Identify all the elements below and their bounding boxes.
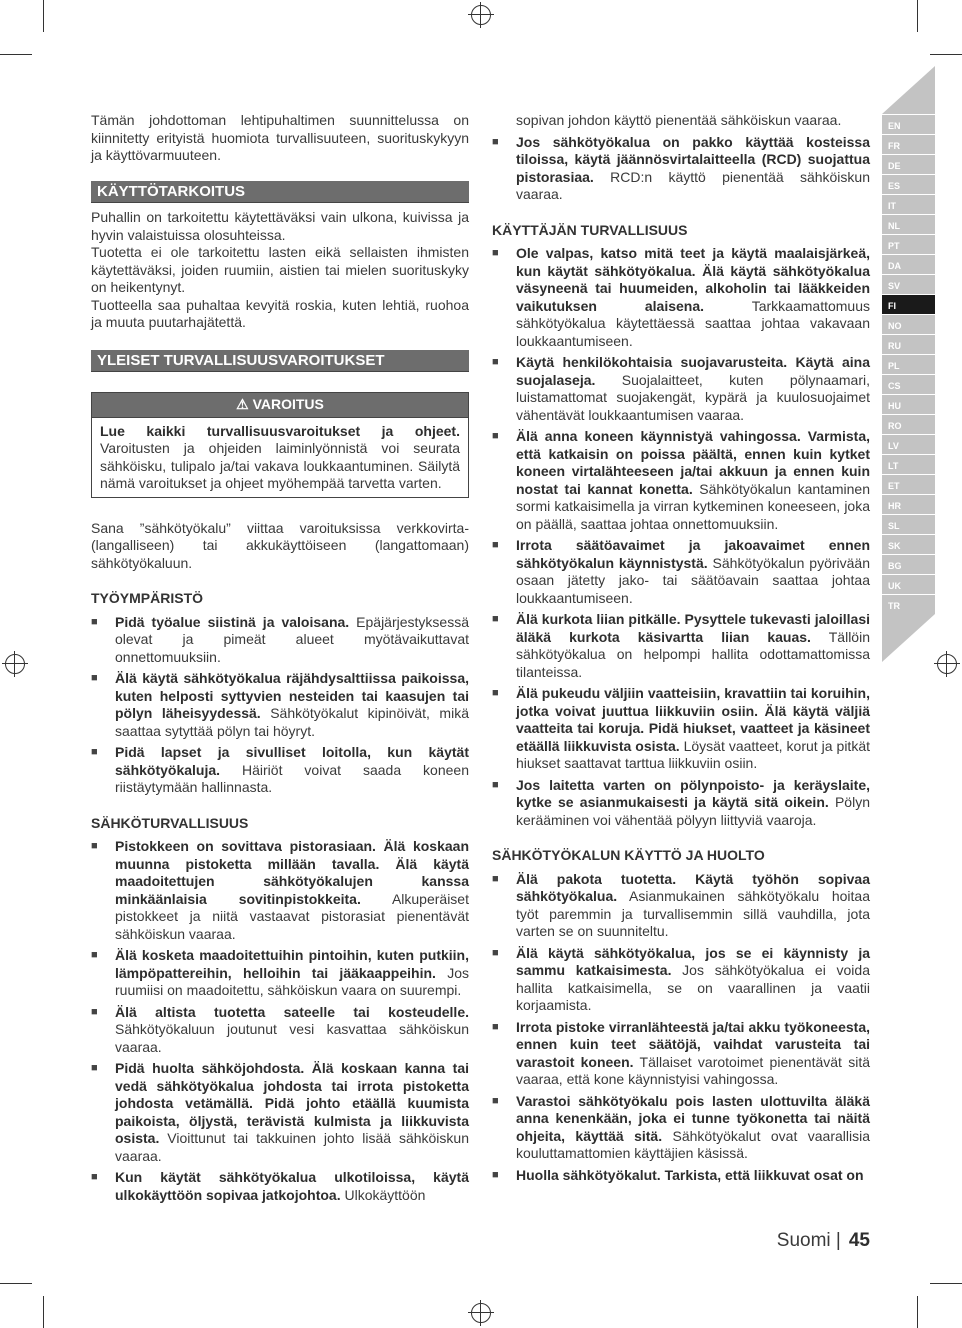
- page-footer: [777, 1232, 870, 1250]
- bullet-icon: ■: [91, 1062, 98, 1074]
- work-area-list: [91, 614, 469, 797]
- language-tab-lv[interactable]: LV: [882, 434, 935, 454]
- list-item: [492, 1093, 870, 1163]
- footer-language: Suomi |: [776, 1230, 841, 1251]
- item-text: Suojalaitteet, kuten pölynaamari, luistamattomat suojakengät, kypärä ja kuulosuojaimet vähentävät loukkaantumisen vaaraa.: [516, 371, 870, 423]
- warning-triangle-icon: ⚠: [236, 396, 249, 412]
- list-item: [492, 134, 870, 204]
- item-bold: Älä pukeudu väljiin vaatteisiin, kravattiin tai koruihin, jotka voivat juuttua liikkuviin osiin. Älä käytä väljiä vaatteita tai koruja. Pidä hiukset, vaatteet ja käsineet etäällä liikkuvista osista.: [516, 685, 870, 754]
- crop-mark: [0, 54, 32, 55]
- registration-mark-icon: [5, 654, 25, 674]
- item-text: Häiriöt voivat saada koneen riistäytymään hallinnasta.: [115, 761, 469, 795]
- bullet-icon: ■: [492, 1094, 499, 1107]
- item-bold: Jos sähkötyökalua on pakko käyttää kosteissa tiloissa, käytä jäännösvirtalaitteella (RCD) suojattua pistorasiaa.: [516, 133, 870, 185]
- language-tab-no[interactable]: NO: [882, 314, 935, 334]
- subheading-personal-safety: KÄYTTÄJÄN TURVALLISUUS: [492, 221, 688, 238]
- language-tab-sl[interactable]: SL: [882, 514, 935, 534]
- language-tab-en[interactable]: EN: [882, 114, 935, 134]
- list-item: [91, 744, 469, 797]
- bullet-icon: ■: [492, 539, 499, 551]
- item-text: RCD:n käyttö pienentää sähköiskun vaaraa.: [516, 168, 870, 202]
- purpose-text: Tuotetta ei ole tarkoitettu lasten eikä sellaisten ihmisten käytettäväksi, joiden ruumiin, aistien tai mielen suorituskyky on heikentynyt.: [91, 244, 469, 295]
- term-definition: Sana ”sähkötyökalu” viittaa varoituksissa verkkovirta- (langalliseen) tai akkukäyttöiseen (langattomaan) sähkötyökaluun.: [91, 519, 469, 571]
- item-bold: Pidä huolta sähköjohdosta. Älä koskaan kanna tai vedä sähkötyökalua johdosta tai irrota pistoketta johdosta vetämällä. Pidä johto etäällä kuumista paikoista, öljystä, terävistä kulmista ja liikkuvista osista.: [115, 1060, 469, 1146]
- bullet-icon: ■: [492, 946, 499, 959]
- registration-mark-icon: [471, 1303, 491, 1323]
- continued-text: sopivan johdon käyttö pienentää sähköiskun vaaraa.: [516, 112, 842, 128]
- crop-mark: [930, 1283, 962, 1284]
- language-tab-et[interactable]: ET: [882, 474, 935, 494]
- list-item: [91, 1060, 469, 1165]
- electrical-safety-list: [91, 838, 469, 1204]
- list-item: [91, 1004, 469, 1057]
- warning-header: [92, 393, 468, 418]
- bullet-icon: ■: [91, 840, 98, 852]
- left-column: [91, 112, 469, 1208]
- item-bold: Älä käytä sähkötyökalua, jos se ei käynnisty ja sammu katkaisimesta.: [516, 944, 870, 978]
- warning-box: [91, 392, 469, 498]
- language-tab-cs[interactable]: CS: [882, 374, 935, 394]
- warning-text: Varoitusten ja ohjeiden laiminlyönnistä voi seurata sähköisku, tulipalo ja/tai vakava loukkaantuminen. Säilytä nämä varoitukset ja ohjeet myöhempää tarvetta varten.: [100, 440, 460, 491]
- right-column: [492, 112, 870, 1188]
- warning-title: VAROITUS: [252, 396, 324, 412]
- language-tab-nl[interactable]: NL: [882, 214, 935, 234]
- list-item: [91, 614, 469, 667]
- list-item: [492, 537, 870, 607]
- section-heading-purpose: KÄYTTÖTARKOITUS: [91, 181, 469, 204]
- item-text: Vioittunut tai takkuinen johto lisää sähköiskun vaaraa.: [115, 1130, 469, 1164]
- language-tab-tr[interactable]: TR: [882, 594, 935, 614]
- list-item: [492, 1167, 870, 1185]
- item-text: Pölyn kerääminen voi vähentää pölyyn liittyviä vaaroja.: [516, 794, 870, 828]
- language-tab-fi[interactable]: FI: [882, 294, 935, 314]
- item-text: Sähkötyökalun pyörivään osaan jätetty jako- tai säätöavain saattaa johtaa loukkaantumiseen.: [516, 554, 870, 606]
- list-item: [492, 945, 870, 1015]
- tool-use-list: [492, 871, 870, 1185]
- item-bold: Älä pakota tuotetta. Käytä työhön sopivaa sähkötyökalua.: [516, 870, 870, 904]
- section-heading-general-safety: YLEISET TURVALLISUUSVAROITUKSET: [91, 350, 469, 373]
- crop-mark: [43, 0, 44, 32]
- electrical-safety-list-cont: [492, 134, 870, 204]
- item-text: Alkuperäiset pistokkeet ja niitä vastaavat pistorasiat pienentävät sähköiskun vaaraa.: [115, 890, 469, 942]
- language-tab-da[interactable]: DA: [882, 254, 935, 274]
- list-item: [492, 245, 870, 350]
- language-tab-de[interactable]: DE: [882, 154, 935, 174]
- subheading-electrical-safety: SÄHKÖTURVALLISUUS: [91, 814, 249, 831]
- item-text: Jos ruumiisi on maadoitettu, sähköiskun vaara on suurempi.: [115, 964, 469, 998]
- list-item: [91, 947, 469, 1000]
- personal-safety-list: [492, 245, 870, 829]
- item-text: Ulkokäyttöön: [340, 1186, 426, 1203]
- language-tab-sk[interactable]: SK: [882, 534, 935, 554]
- item-bold: Älä anna koneen käynnistyä vahingossa. Varmista, että katkaisin on poissa päältä, ennen kuin kytket koneen virtalähteeseen ja/tai akkuun ja ennen kuin nostat tai kannat konetta.: [516, 428, 870, 497]
- subheading-work-area: TYÖYMPÄRISTÖ: [91, 590, 204, 606]
- item-bold: Pistokkeen on sovittava pistorasiaan. Älä koskaan muunna pistoketta millään tavalla. Älä käytä maadoitettujen sähkötyökalujen kanssa minkäänlaisia sovitinpistokkeita.: [115, 838, 469, 907]
- language-tab-hu[interactable]: HU: [882, 394, 935, 414]
- bullet-icon: ■: [91, 615, 98, 628]
- purpose-text: Puhallin on tarkoitettu käytettäväksi vain ulkona, kuivissa ja hyvin valaistuissa olosuhteissa.: [91, 209, 469, 243]
- crop-mark: [930, 54, 962, 55]
- list-item: [492, 871, 870, 941]
- bullet-icon: ■: [91, 1171, 98, 1183]
- bullet-icon: ■: [492, 1020, 499, 1033]
- item-bold: Pidä lapset ja sivulliset loitolla, kun käytät sähkötyökaluja.: [115, 744, 469, 778]
- list-item: [91, 838, 469, 943]
- language-tab-pt[interactable]: PT: [882, 234, 935, 254]
- crop-mark: [43, 1296, 44, 1328]
- item-bold: Jos laitetta varten on pölynpoisto- ja keräyslaite, kytke se asianmukaisesti ja käytä sitä oikein.: [516, 776, 870, 810]
- bullet-icon: ■: [492, 1168, 499, 1181]
- intro-text: Tämän johdottoman lehtipuhaltimen suunnittelussa on kiinnitetty erityistä huomiota turvallisuuteen, suorituskykyyn ja käyttövarmuuteen.: [91, 112, 469, 163]
- item-bold: Kun käytät sähkötyökalua ulkotiloissa, käytä ulkokäyttöön sopivaa jatkojohtoa.: [115, 1169, 469, 1203]
- bullet-icon: ■: [91, 746, 98, 758]
- language-tab-bg[interactable]: BG: [882, 554, 935, 574]
- bullet-icon: ■: [492, 872, 499, 885]
- bullet-icon: ■: [91, 1005, 98, 1018]
- list-item: [91, 1169, 469, 1204]
- crop-mark: [917, 0, 918, 32]
- bullet-icon: ■: [492, 135, 499, 148]
- list-item: [492, 685, 870, 773]
- list-item: [492, 428, 870, 533]
- bullet-icon: ■: [492, 356, 499, 368]
- item-text: Sähkötyökalun kantaminen sormi katkaisimella ja virran kytkeminen koneeseen, joka on päällä, saattaa johtaa onnettomuuksiin.: [516, 480, 871, 532]
- item-bold: Huolla sähkötyökalut. Tarkista, että liikkuvat osat on: [516, 1166, 864, 1183]
- list-item: [492, 611, 870, 681]
- bullet-icon: ■: [492, 778, 499, 791]
- language-tab-ru[interactable]: RU: [882, 334, 935, 354]
- item-text: Löysät vaatteet, korut ja pitkät hiukset saattavat tarttua liikkuviin osiin.: [516, 737, 870, 771]
- item-bold: Varastoi sähkötyökalu pois lasten ulottuvilta äläkä anna kenenkään, joka ei tunne työkonetta tai näitä ohjeita, käyttää sitä.: [516, 1092, 870, 1144]
- item-text: Asianmukainen sähkötyökalu hoitaa työt paremmin ja turvallisemmin sillä vauhdilla, jota varten se on suunniteltu.: [516, 888, 870, 939]
- item-text: Tällaiset varotoimet pienentävät sitä vaaraa, että kone käynnistyisi vahingossa.: [516, 1053, 870, 1087]
- list-item: [492, 1019, 870, 1089]
- registration-mark-icon: [471, 5, 491, 25]
- item-text: Sähkötyökaluun joutunut vesi kasvattaa sähköiskun vaaraa.: [115, 1021, 469, 1055]
- language-tab-fr[interactable]: FR: [882, 134, 935, 154]
- bullet-icon: ■: [492, 247, 499, 259]
- list-item: [492, 777, 870, 830]
- language-tabs: [882, 66, 935, 662]
- item-text: Sähkötyökalut ovat vaarallisia kouluttamattomien käyttäjien käsissä.: [516, 1127, 870, 1161]
- item-text: Epäjärjestyksessä olevat ja pimeät alueet myötävaikuttavat onnettomuuksiin.: [115, 613, 469, 665]
- item-text: Tällöin sähkötyökalua on helpompi hallita odottamattomissa tilanteissa.: [516, 628, 870, 680]
- item-text: Sähkötyökalut kipinöivät, mikä saattaa sytyttää pölyn tai höyryt.: [115, 705, 469, 739]
- language-tab-ro[interactable]: RO: [882, 414, 935, 434]
- item-bold: Älä altista tuotetta sateelle tai kosteudelle.: [115, 1003, 469, 1020]
- item-bold: Ole valpas, katso mitä teet ja käytä maalaisjärkeä, kun käytät sähkötyökalua. Älä käytä sähkötyökalua väsyneenä tai huumeiden, alkoholin tai lääkkeiden vaikutuksen alaisena.: [516, 245, 870, 314]
- language-tab-sv[interactable]: SV: [882, 274, 935, 294]
- bullet-icon: ■: [91, 672, 98, 684]
- language-tab-uk[interactable]: UK: [882, 574, 935, 594]
- language-tab-lt[interactable]: LT: [882, 454, 935, 474]
- purpose-text: Tuotteella saa puhaltaa kevyitä roskia, kuten lehtiä, ruohoa ja muuta puutarhajätettä.: [91, 296, 469, 330]
- item-text: Tarkkaamattomuus sähkötyökalua käytettäessä saattaa johtaa vakavaan loukkaantumiseen.: [516, 297, 870, 349]
- bullet-icon: ■: [91, 949, 98, 961]
- crop-mark: [0, 1283, 32, 1284]
- item-bold: Älä käytä sähkötyökalua räjähdysalttiissa paikoissa, kuten helposti syttyvien nesteiden tai kaasujen tai pölyn läheisyydessä.: [115, 670, 469, 721]
- language-tab-it[interactable]: IT: [882, 194, 935, 214]
- item-bold: Älä kosketa maadoitettuihin pintoihin, kuten putkiin, lämpöpattereihin, helloihin tai jääkaappeihin.: [115, 947, 469, 981]
- page-number: 45: [848, 1230, 870, 1251]
- item-bold: Irrota pistoke virranlähteestä ja/tai akku työkoneesta, ennen kuin teet säätöjä, vaihdat varusteita tai varastoit koneen.: [516, 1018, 870, 1070]
- subheading-tool-use: SÄHKÖTYÖKALUN KÄYTTÖ JA HUOLTO: [492, 847, 765, 863]
- bullet-icon: ■: [492, 430, 499, 442]
- item-bold: Käytä henkilökohtaisia suojavarusteita. Käytä aina suojalaseja.: [516, 354, 870, 388]
- warning-bold: Lue kaikki turvallisuusvaroitukset ja ohjeet.: [100, 422, 460, 439]
- list-item: [91, 670, 469, 740]
- list-item: [492, 354, 870, 424]
- language-tab-pl[interactable]: PL: [882, 354, 935, 374]
- crop-mark: [917, 1296, 918, 1328]
- item-bold: Pidä työalue siistinä ja valoisana.: [115, 613, 350, 630]
- language-tab-es[interactable]: ES: [882, 174, 935, 194]
- bullet-icon: ■: [492, 613, 499, 625]
- item-bold: Älä kurkota liian pitkälle. Pysyttele tukevasti jaloillasi äläkä kurkota käsivartta liian kauas.: [516, 611, 870, 645]
- item-bold: Irrota säätöavaimet ja jakoavaimet ennen sähkötyökalun käynnistystä.: [516, 537, 870, 571]
- language-tab-hr[interactable]: HR: [882, 494, 935, 514]
- bullet-icon: ■: [492, 687, 499, 699]
- item-text: Jos sähkötyökalua ei voida hallita katkaisimella, se on vaarallinen ja vaatii korjaamista.: [516, 962, 870, 1013]
- registration-mark-icon: [937, 654, 957, 674]
